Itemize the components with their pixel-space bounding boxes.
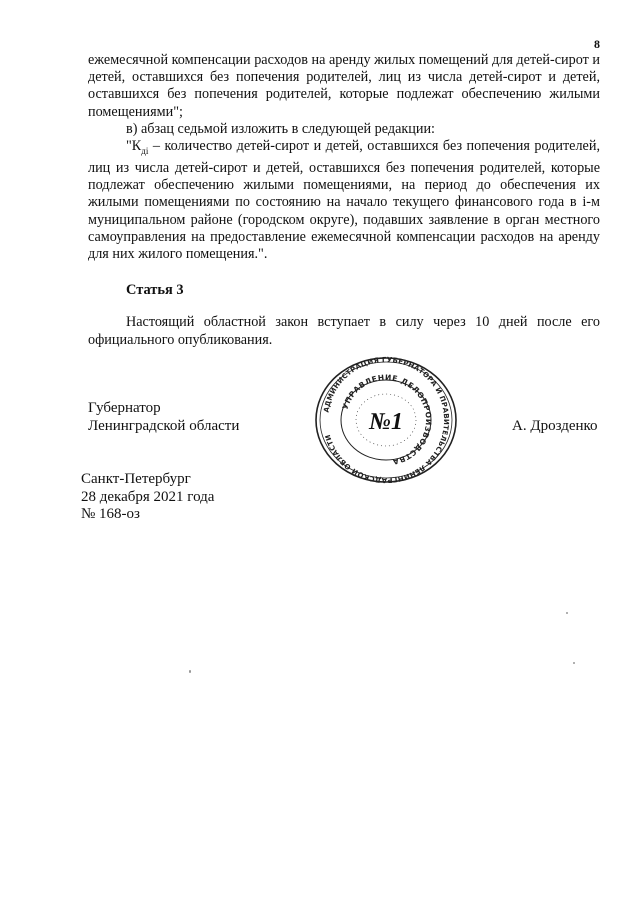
signatory-name: А. Дрозденко: [512, 418, 598, 434]
signing-details: [81, 471, 214, 524]
scan-speck: [189, 670, 191, 673]
article-heading: Статья 3: [126, 282, 184, 298]
amendment-text: [88, 52, 600, 263]
stamp-inner-text: УПРАВЛЕНИЕ ДЕЛОПРОИЗВОДСТВА: [340, 372, 434, 467]
signing-date: 28 декабря 2021 года: [81, 488, 215, 505]
signatory-title-line1: Губернатор: [88, 400, 161, 416]
definition-subscript: дi: [141, 145, 149, 156]
definition-symbol: "К: [126, 138, 142, 155]
scan-speck: [566, 612, 568, 614]
enactment-clause: [88, 314, 600, 349]
enactment-text: Настоящий областной закон вступает в силу через 10 дней после его официального опубликования.: [88, 314, 600, 348]
stamp-number: №1: [369, 409, 403, 435]
official-stamp: [312, 355, 460, 485]
stamp-outer-text: АДМИНИСТРАЦИЯ ГУБЕРНАТОРА И ПРАВИТЕЛЬСТВА ЛЕНИНГРАДСКОЙ ОБЛАСТИ: [322, 355, 451, 485]
page-number: 8: [594, 37, 600, 51]
signatory-title-line2: Ленинградской области: [88, 418, 240, 434]
signatory-title: [88, 399, 239, 435]
paragraph-continuation: ежемесячной компенсации расходов на аренду жилых помещений для детей-сирот и детей, оставшихся без попечения родителей, лиц из числа детей-сирот и детей, оставшихся без попечения родителей, которые подлежат обеспечению жилыми помещениями";: [88, 52, 600, 120]
definition-body: – количество детей-сирот и детей, оставшихся без попечения родителей, лиц из числа детей-сирот и детей, оставшихся без попечения родителей, которые подлежат обеспечению жилыми помещениями, на период до обеспечения их жилыми помещениями по состоянию на начало текущего финансового года в i-м муниципальном районе (городском округе), подавших заявление в орган местного самоуправления на предоставление ежемесячной компенсации расходов на аренду для них жилого помещения.".: [88, 138, 600, 263]
law-number: № 168-оз: [81, 506, 140, 523]
signing-city: Санкт-Петербург: [81, 471, 191, 487]
paragraph-definition: [88, 138, 600, 263]
paragraph-subclause: в) абзац седьмой изложить в следующей редакции:: [126, 120, 435, 137]
scan-speck: [573, 662, 575, 664]
